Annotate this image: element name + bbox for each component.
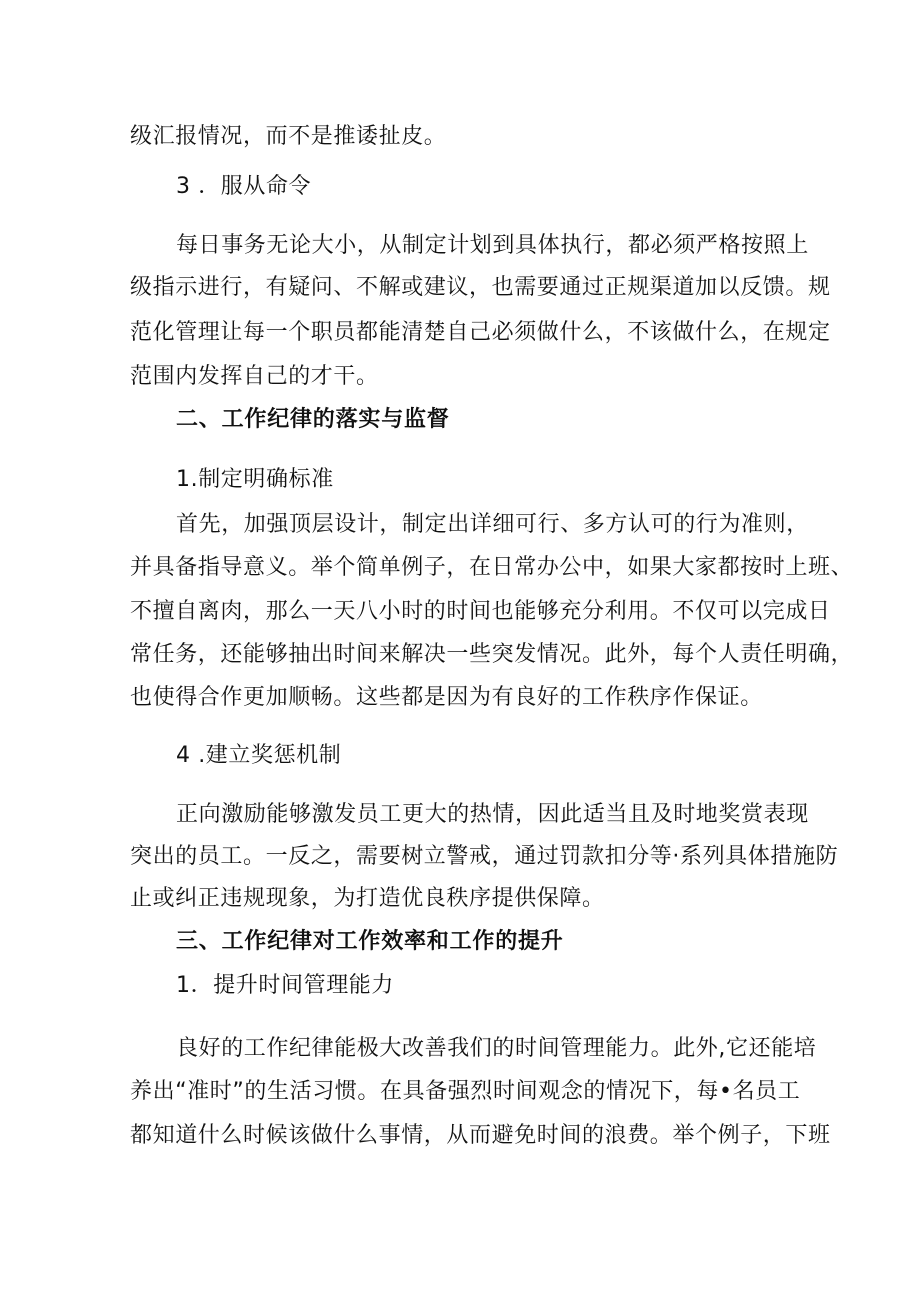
- line-text: 都知道什么时候该做什么事情，从而避免时间的浪费。举个例子，下班: [130, 1123, 831, 1148]
- line-text: 良好的工作纪律能极大改善我们的时间管理能力。此外,它还能培: [176, 1036, 817, 1061]
- line-text: 不擅自离肉，那么一天八小时的时间也能够充分利用。不仅可以完成日: [130, 599, 831, 624]
- section-heading: [176, 927, 564, 957]
- line-text: 级汇报情况，而不是推诿扯皮。: [130, 124, 447, 149]
- line-text: 也使得合作更加顺畅。这些都是因为有良好的工作秩序作保证。: [130, 685, 763, 710]
- line-text: 止或纠正违规现象，为打造优良秩序提供保障。: [130, 886, 605, 911]
- line-text: 首先，加强顶层设计，制定出详细可行、多方认可的行为准则，: [176, 512, 809, 537]
- paragraph-line: [130, 122, 446, 152]
- paragraph-line: [176, 800, 809, 830]
- paragraph-line: [130, 842, 838, 872]
- subheading: [176, 172, 311, 202]
- section-heading: [176, 405, 450, 435]
- subheading-text: 3 ．服从命令: [176, 174, 312, 199]
- paragraph-line: [130, 553, 853, 583]
- subheading-text: 4 .建立奖惩机制: [176, 743, 342, 768]
- subheading: [176, 465, 334, 495]
- paragraph-line: [130, 1121, 831, 1151]
- subheading: [176, 741, 341, 771]
- paragraph-line: [130, 640, 853, 670]
- line-text: 每日事务无论大小，从制定计划到具体执行，都必须严格按照上: [176, 233, 809, 258]
- line-text: 范化管理让每一个职员都能清楚自己必须做什么，不该做什么，在规定: [130, 320, 831, 345]
- subheading-text: 1．提升时间管理能力: [176, 973, 394, 998]
- subheading-text: 1.制定明确标准: [176, 467, 334, 492]
- paragraph-line: [130, 273, 831, 303]
- subheading: [176, 971, 394, 1001]
- paragraph-line: [130, 597, 831, 627]
- section-heading-text: 三、工作纪律对工作效率和工作的提升: [176, 929, 564, 954]
- paragraph-line: [130, 1077, 800, 1107]
- paragraph-line: [176, 510, 809, 540]
- paragraph-line: [130, 318, 831, 348]
- line-text: 养出“准时”的生活习惯。在具备强烈时间观念的情况下，每•名员工: [130, 1079, 801, 1104]
- line-text: 正向激励能够激发员工更大的热情，因此适当且及时地奖赏表现: [176, 802, 809, 827]
- line-text: 级指示进行，有疑问、不解或建议，也需要通过正规渠道加以反馈。规: [130, 275, 831, 300]
- paragraph-line: [130, 884, 605, 914]
- line-text: 范围内发挥自己的才干。: [130, 364, 379, 389]
- paragraph-line: [130, 362, 379, 392]
- paragraph-line: [176, 231, 809, 261]
- line-text: 常任务，还能够抽出时间来解决一些突发情况。此外，每个人责任明确，: [130, 642, 854, 667]
- paragraph-line: [176, 1034, 816, 1064]
- line-text: 并具备指导意义。举个简单例子，在日常办公中，如果大家都按时上班、: [130, 555, 854, 580]
- section-heading-text: 二、工作纪律的落实与监督: [176, 407, 450, 432]
- paragraph-line: [130, 683, 763, 713]
- line-text: 突出的员工。一反之，需要树立警戒，通过罚款扣分等·系列具体措施防: [130, 844, 839, 869]
